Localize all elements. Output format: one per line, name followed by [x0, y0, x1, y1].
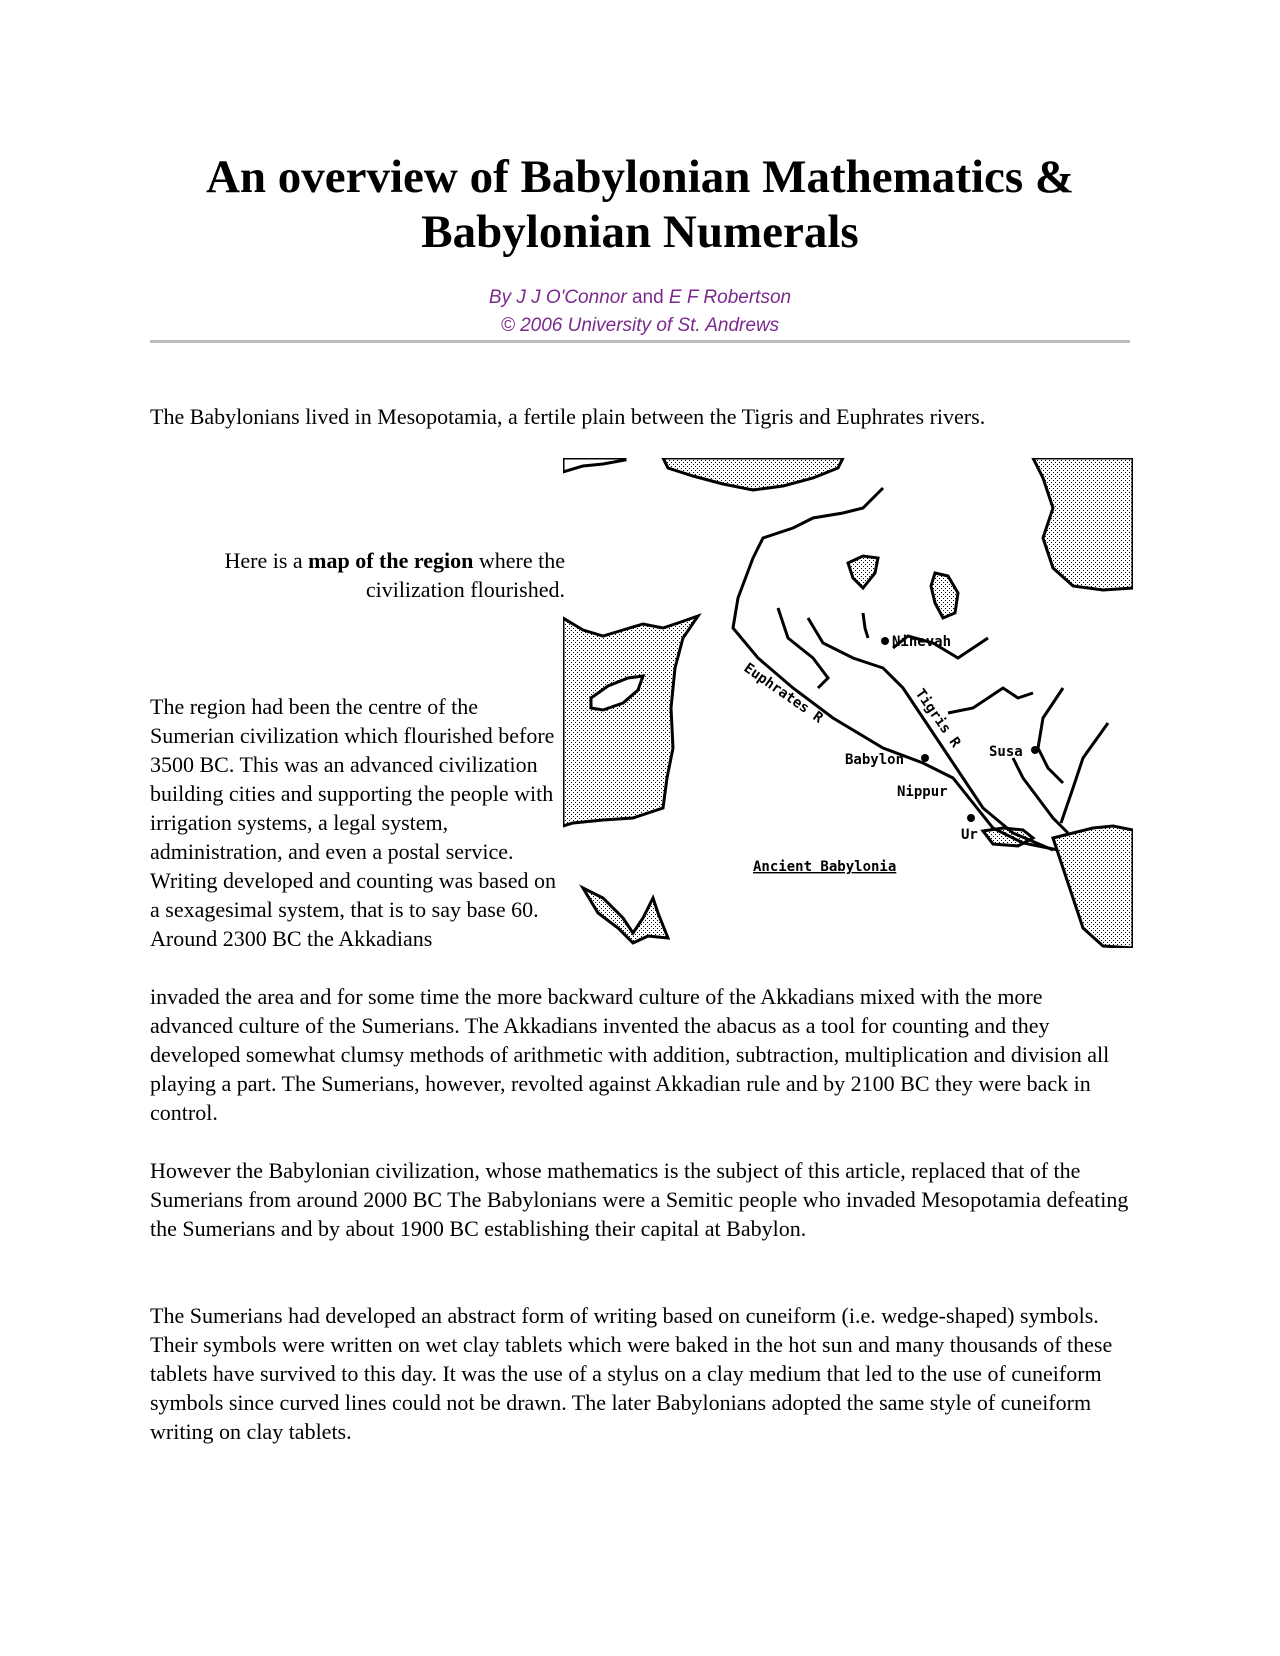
river-tributary-4: [1061, 723, 1108, 823]
euphrates-river: [733, 558, 1058, 850]
river-tributary-6: [863, 613, 868, 638]
paragraph-2-wrapped: The region had been the centre of the Sumerian civilization which flourished before 3500 BC. This was an advanced civilization building cities and supporting the people with irrigation systems, a legal system, administration, and even a postal service. Writing developed and counting was based on a sexagesimal system, that is to say base 60. Around 2300 BC the Akkadians: [150, 694, 557, 951]
caption-post: where the civilization flourished.: [365, 548, 565, 602]
author-2[interactable]: E F Robertson: [668, 287, 792, 308]
sea-top-left: [563, 458, 625, 472]
sea-persian-gulf: [1053, 826, 1133, 948]
copyright-line: © 2006 University of St. Andrews: [500, 315, 780, 336]
byline: [150, 284, 1130, 340]
river-tributary-5: [1038, 688, 1063, 783]
label-ninevah: Ninevah: [892, 634, 952, 650]
river-tributary-2: [948, 688, 1033, 713]
map-ancient-babylonia: [563, 458, 1133, 948]
euphrates-upper: [753, 488, 883, 558]
map-caption: [150, 546, 565, 604]
river-tributary-3: [1013, 758, 1068, 833]
label-ur: Ur: [961, 827, 978, 843]
map-title: Ancient Babylonia: [753, 859, 897, 875]
sea-top-right: [1033, 458, 1133, 590]
city-dot-ninevah: [881, 637, 889, 645]
sea-mediterranean: [563, 616, 698, 826]
author-1[interactable]: By J J O'Connor: [488, 287, 627, 308]
river-left-branch: [778, 608, 828, 688]
city-dot-babylon: [921, 754, 929, 762]
tigris-river: [808, 618, 1053, 850]
paragraph-4: The Sumerians had developed an abstract form of writing based on cuneiform (i.e. wedge-shaped) symbols. Their symbols were written on wet clay tablets which were baked in the hot sun and many thousands of these tablets have survived to this day. It was the use of a stylus on a clay medium that led to the use of cuneiform symbols since curved lines could not be drawn. The later Babylonians adopted the same style of cuneiform writing on clay tablets.: [150, 1303, 1113, 1444]
label-euphrates: Euphrates R: [740, 660, 826, 727]
lake-1: [848, 556, 878, 588]
city-dot-susa: [1031, 746, 1039, 754]
sea-red-sea: [583, 888, 668, 943]
byline-and: and: [631, 287, 664, 308]
lake-2: [931, 573, 958, 618]
city-dot-ur: [967, 814, 975, 822]
label-susa: Susa: [989, 744, 1023, 760]
label-tigris: Tigris R: [911, 686, 964, 751]
paragraph-3: However the Babylonian civilization, whose mathematics is the subject of this article, replaced that of the Sumerians from around 2000 BC The Babylonians were a Semitic people who invaded Mesopotamia defeating the Sumerians and by about 1900 BC establishing their capital at Babylon.: [150, 1158, 1129, 1241]
title-divider: [150, 340, 1130, 343]
page-title: An overview of Babylonian Mathematics & Babylonian Numerals: [205, 151, 1075, 258]
label-nippur: Nippur: [897, 784, 948, 800]
sea-top-center: [663, 458, 843, 490]
intro-paragraph: The Babylonians lived in Mesopotamia, a fertile plain between the Tigris and Euphrates rivers.: [150, 404, 986, 429]
caption-bold: map of the region: [308, 548, 474, 573]
paragraph-2-continued: invaded the area and for some time the more backward culture of the Akkadians mixed with the more advanced culture of the Sumerians. The Akkadians invented the abacus as a tool for counting and they developed somewhat clumsy methods of arithmetic with addition, subtraction, multiplication and division all playing a part. The Sumerians, however, revolted against Akkadian rule and by 2100 BC they were back in control.: [150, 984, 1110, 1125]
caption-pre: Here is a: [224, 548, 309, 573]
label-babylon: Babylon: [845, 752, 905, 768]
